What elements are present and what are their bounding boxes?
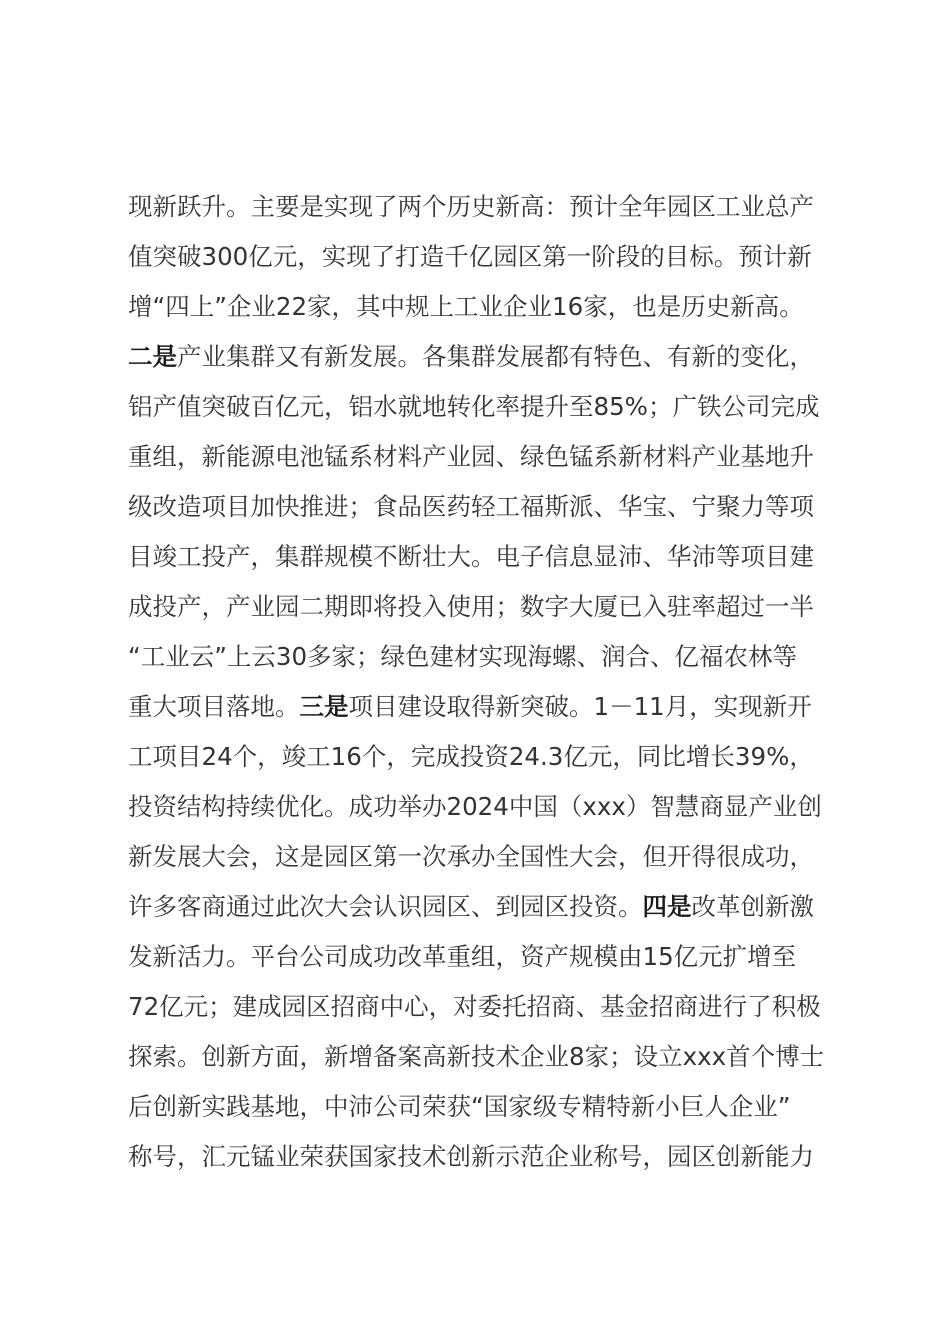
bold-marker: 三是 bbox=[299, 692, 349, 721]
text-segment: 重组，新能源电池锰系材料产业园、绿色锰系新材料产业基地升 bbox=[128, 442, 814, 471]
text-line bbox=[128, 532, 858, 582]
text-segment: 产业集群又有新发展。各集群发展都有特色、有新的变化， bbox=[177, 342, 814, 371]
text-segment: 探索。创新方面，新增备案高新技术企业8家；设立xxx首个博士 bbox=[128, 1042, 825, 1071]
text-segment: 级改造项目加快推进；食品医药轻工福斯派、华宝、宁聚力等项 bbox=[128, 492, 814, 521]
bold-marker: 四是 bbox=[642, 892, 692, 921]
text-segment: 目竣工投产，集群规模不断壮大。电子信息显沛、华沛等项目建 bbox=[128, 542, 814, 571]
text-segment: 改革创新激 bbox=[691, 892, 814, 921]
text-segment: 72亿元；建成园区招商中心，对委托招商、基金招商进行了积极 bbox=[128, 992, 821, 1021]
text-line bbox=[128, 732, 858, 782]
text-line bbox=[128, 832, 858, 882]
text-line bbox=[128, 382, 858, 432]
text-segment: 后创新实践基地，中沛公司荣获“国家级专精特新小巨人企业” bbox=[128, 1092, 791, 1121]
text-segment: 值突破300亿元，实现了打造千亿园区第一阶段的目标。预计新 bbox=[128, 242, 812, 271]
text-segment: 铝产值突破百亿元，铝水就地转化率提升至85%；广铁公司完成 bbox=[128, 392, 820, 421]
text-line bbox=[128, 332, 858, 382]
text-segment: 成投产，产业园二期即将投入使用；数字大厦已入驻率超过一半 bbox=[128, 592, 814, 621]
body-text bbox=[128, 182, 858, 1182]
text-segment: 发新活力。平台公司成功改革重组，资产规模由15亿元扩增至 bbox=[128, 942, 797, 971]
text-segment: 称号，汇元锰业荣获国家技术创新示范企业称号，园区创新能力 bbox=[128, 1142, 814, 1171]
text-line bbox=[128, 232, 858, 282]
text-line bbox=[128, 982, 858, 1032]
bold-marker: 二是 bbox=[128, 342, 177, 371]
text-segment: 项目建设取得新突破。1－11月，实现新开 bbox=[348, 692, 812, 721]
text-line bbox=[128, 482, 858, 532]
text-line bbox=[128, 932, 858, 982]
text-line bbox=[128, 1032, 858, 1082]
text-line bbox=[128, 682, 858, 732]
text-line bbox=[128, 1082, 858, 1132]
text-segment: 新发展大会，这是园区第一次承办全国性大会，但开得很成功， bbox=[128, 842, 814, 871]
text-line bbox=[128, 282, 858, 332]
text-line bbox=[128, 582, 858, 632]
text-line bbox=[128, 432, 858, 482]
text-segment: “工业云”上云30多家；绿色建材实现海螺、润合、亿福农林等 bbox=[128, 642, 798, 671]
text-line bbox=[128, 782, 858, 832]
text-segment: 现新跃升。主要是实现了两个历史新高：预计全年园区工业总产 bbox=[128, 192, 814, 221]
text-line bbox=[128, 882, 858, 932]
text-segment: 投资结构持续优化。成功举办2024中国（xxx）智慧商显产业创 bbox=[128, 792, 822, 821]
text-line bbox=[128, 632, 858, 682]
text-segment: 许多客商通过此次大会认识园区、到园区投资。 bbox=[128, 892, 643, 921]
text-line bbox=[128, 182, 858, 232]
text-segment: 重大项目落地。 bbox=[128, 692, 300, 721]
text-line bbox=[128, 1132, 858, 1182]
text-segment: 增“四上”企业22家，其中规上工业企业16家，也是历史新高。 bbox=[128, 292, 804, 321]
text-segment: 工项目24个，竣工16个，完成投资24.3亿元，同比增长39%， bbox=[128, 742, 814, 771]
